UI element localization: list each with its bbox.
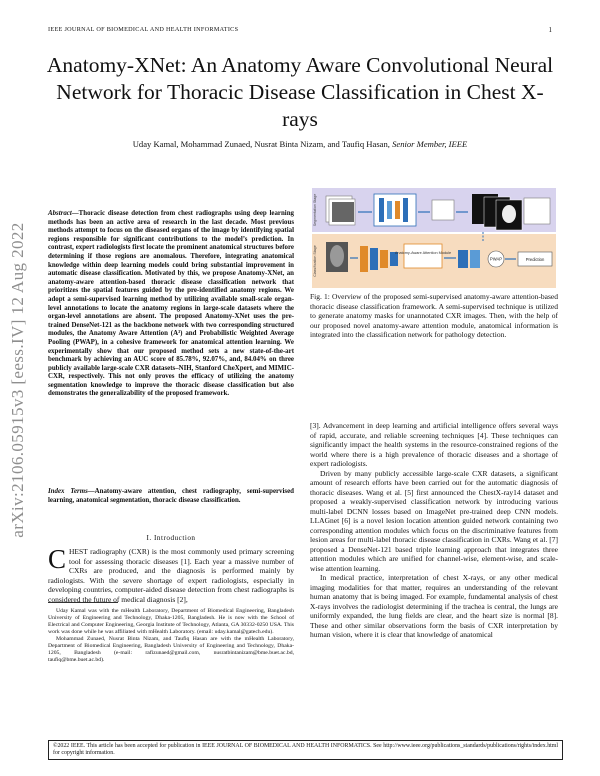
pwap-label: PWAP: [489, 256, 503, 262]
figure-caption: Fig. 1: Overview of the proposed semi-supervised anatomy-aware attention-based thoracic disease classification framework. A semi-supervised technique is utilized to generate anatomy masks for unannotated CXR images. Then, with the help of our proposed novel anatomy-aware attention module, anatomical information is integrated into the classification network for pathology detection.: [310, 292, 558, 339]
intro-paragraph: [48, 544, 294, 604]
author-names: Uday Kamal, Mohammad Zunaed, Nusrat Binta Nizam, and Taufiq Hasan,: [132, 139, 390, 149]
attention-module-box: [404, 244, 442, 268]
page-number: 1: [548, 26, 552, 34]
paragraph-2: Driven by many publicly accessible large-scale CXR datasets, a significant amount of research efforts have been carried out for the automatic diagnosis of thoracic diseases. Wang et al. [5] first announced the ChestX-ray14 dataset and proposed a weakly-supervised classification network by introducing various multi-label DCNN losses based on ImageNet pre-trained deep CNN models. LLAGnet [6] is a novel lesion location attention guided network containing two corresponding attention modules which focus on the discriminative features from lesion areas for multi-label thoracic disease classification in CXRs. Wang et al. [7] proposed a DenseNet-121 based triple learning approach that integrates three attention modules which are unified for channel-wise, element-wise, and scale-wise attention learning.: [310, 468, 558, 573]
index-terms-text: —Anatomy-aware attention, chest radiography, semi-supervised learning, anatomical segmentation, thoracic disease classification.: [48, 488, 294, 504]
intro-text: HEST radiography (CXR) is the most commonly used primary screening tool for assessing thoracic diseases [1]. Each year a massive number of CXRs are produced, and the diagnosis is performed mainly by radiologists. With the severe shortage of expert radiologists, especially in developing countries, computer-aided disease detection from chest radiographs is considered the future of medical diagnosis [2],: [48, 547, 294, 604]
segmentation-stage-label: Segmentation Stage: [313, 193, 317, 227]
footnote-rule: [48, 602, 118, 603]
figure-overview-diagram: [312, 188, 556, 288]
footnote-2: Mohammad Zunaed, Nusrat Binta Nizam, and Taufiq Hasan are with the mHealth Laboratory, Department of Biomedical Engineering, Bangladesh University of Engineering and Technology, Dhaka-1205, Bangladesh (e-mail: rafizunaed@gmail.com, nusratbintanizam@bme.buet.ac.bd, taufiq@bme.buet.ac.bd).: [48, 636, 294, 663]
right-column-text: [310, 421, 558, 640]
section-heading: I. Introduction: [146, 534, 196, 542]
arxiv-stamp: arXiv:2106.05915v3 [eess.IV] 12 Aug 2022: [8, 222, 27, 538]
index-terms-label: Index Terms: [48, 488, 88, 495]
cxr-input: [326, 242, 348, 272]
running-title: IEEE JOURNAL OF BIOMEDICAL AND HEALTH INFORMATICS: [48, 26, 239, 33]
mask-output: [524, 198, 550, 224]
abstract-label: Abstract: [48, 210, 72, 217]
pseudo-label-block: [432, 200, 454, 220]
copyright-notice: ©2022 IEEE. This article has been accepted for publication in IEEE JOURNAL OF BIOMEDICAL AND HEALTH INFORMATICS. See http://www.ieee.org/publications_standards/publications/rights/index.html for copyright information.: [48, 740, 563, 760]
footnote-1: Uday Kamal was with the mHealth Laboratory, Department of Biomedical Engineering, Bangladesh University of Engineering and Technology, Dhaka-1205, Bangladesh. He is now with the School of Electrical and Computer Engineering, Georgia Institute of Technology, Atlanta, GA 30332-0250 USA. This work was done while he was affiliated with mHealth Laboratory. (email: uday.kamal@gatech.edu).: [48, 608, 294, 635]
drop-cap: C: [48, 544, 67, 574]
paragraph-1: [3]. Advancement in deep learning and artificial intelligence offers several ways of rapid, accurate, and reliable screening techniques [4]. These techniques can significantly impact the health systems in the resource-constrained regions of the world where there is a high prevalence of thoracic diseases and a shortage of expert radiologists.: [310, 421, 558, 468]
author-line: [40, 139, 560, 149]
index-terms: [48, 488, 294, 505]
paper-title: Anatomy-XNet: An Anatomy Aware Convolutional Neural Network for Thoracic Disease Classification in Chest X-rays: [46, 53, 554, 131]
input-image-stack: [326, 196, 355, 225]
prediction-label: Prediction: [525, 257, 545, 262]
footnotes: [48, 608, 294, 664]
classification-stage-label: Classification Stage: [313, 245, 317, 277]
author-role: Senior Member, IEEE: [392, 139, 468, 149]
attention-module-label: Anatomy-Aware Attention Module: [394, 251, 452, 255]
paragraph-3: In medical practice, interpretation of chest X-rays, or any other medical imaging modalities for that matter, requires an understanding of the relevant human anatomy that is being imaged. For example, fundamental analysis of chest X-rays involves the radiologist determining if the trachea is central, the lungs are uniformly expanded, the lung fields are clear, and the heart size is normal [8]. These and other similar observations form the basis of CXR interpretation by human vision, where it is clear that knowledge of anatomical: [310, 573, 558, 639]
abstract: [48, 210, 294, 399]
abstract-text: —Thoracic disease detection from chest radiographs using deep learning methods has been an active area of research in the last decade. Most previous methods attempt to focus on the diseased organs of the image by identifying spatial regions responsible for significant contributions to the model’s prediction. In contrast, expert radiologists first locate the prominent anatomical structures before determining if those regions are anomalous. Therefore, integrating anatomical knowledge within deep learning models could bring substantial improvement in automatic disease classification. Motivated by this, we propose Anatomy-XNet, an anatomy-aware attention-based thoracic disease classification network that prioritizes the spatial features guided by the pre-identified anatomy regions. We adopt a semi-supervised learning method by utilizing available small-scale organ-level annotations to locate the anatomy regions in large-scale datasets where the organ-level annotations are absent. The proposed Anatomy-XNet uses the pre-trained DenseNet-121 as the backbone network with two corresponding structured modules, the Anatomy Aware Attention (A³) and Probabilistic Weighted Average Pooling (PWAP), in a cohesive framework for anatomical attention learning. We experimentally show that our proposed method sets a new state-of-the-art benchmark by achieving an AUC score of 85.78%, 92.07%, and, 84.04% on three publicly available large-scale CXR datasets–NIH, Stanford CheXpert, and MIMIC-CXR, respectively. This not only proves the efficacy of utilizing the anatomy segmentation knowledge to improve the thoracic disease classification but also demonstrates the generalizability of the proposed framework.: [48, 210, 294, 398]
segmentation-network: [374, 194, 416, 226]
